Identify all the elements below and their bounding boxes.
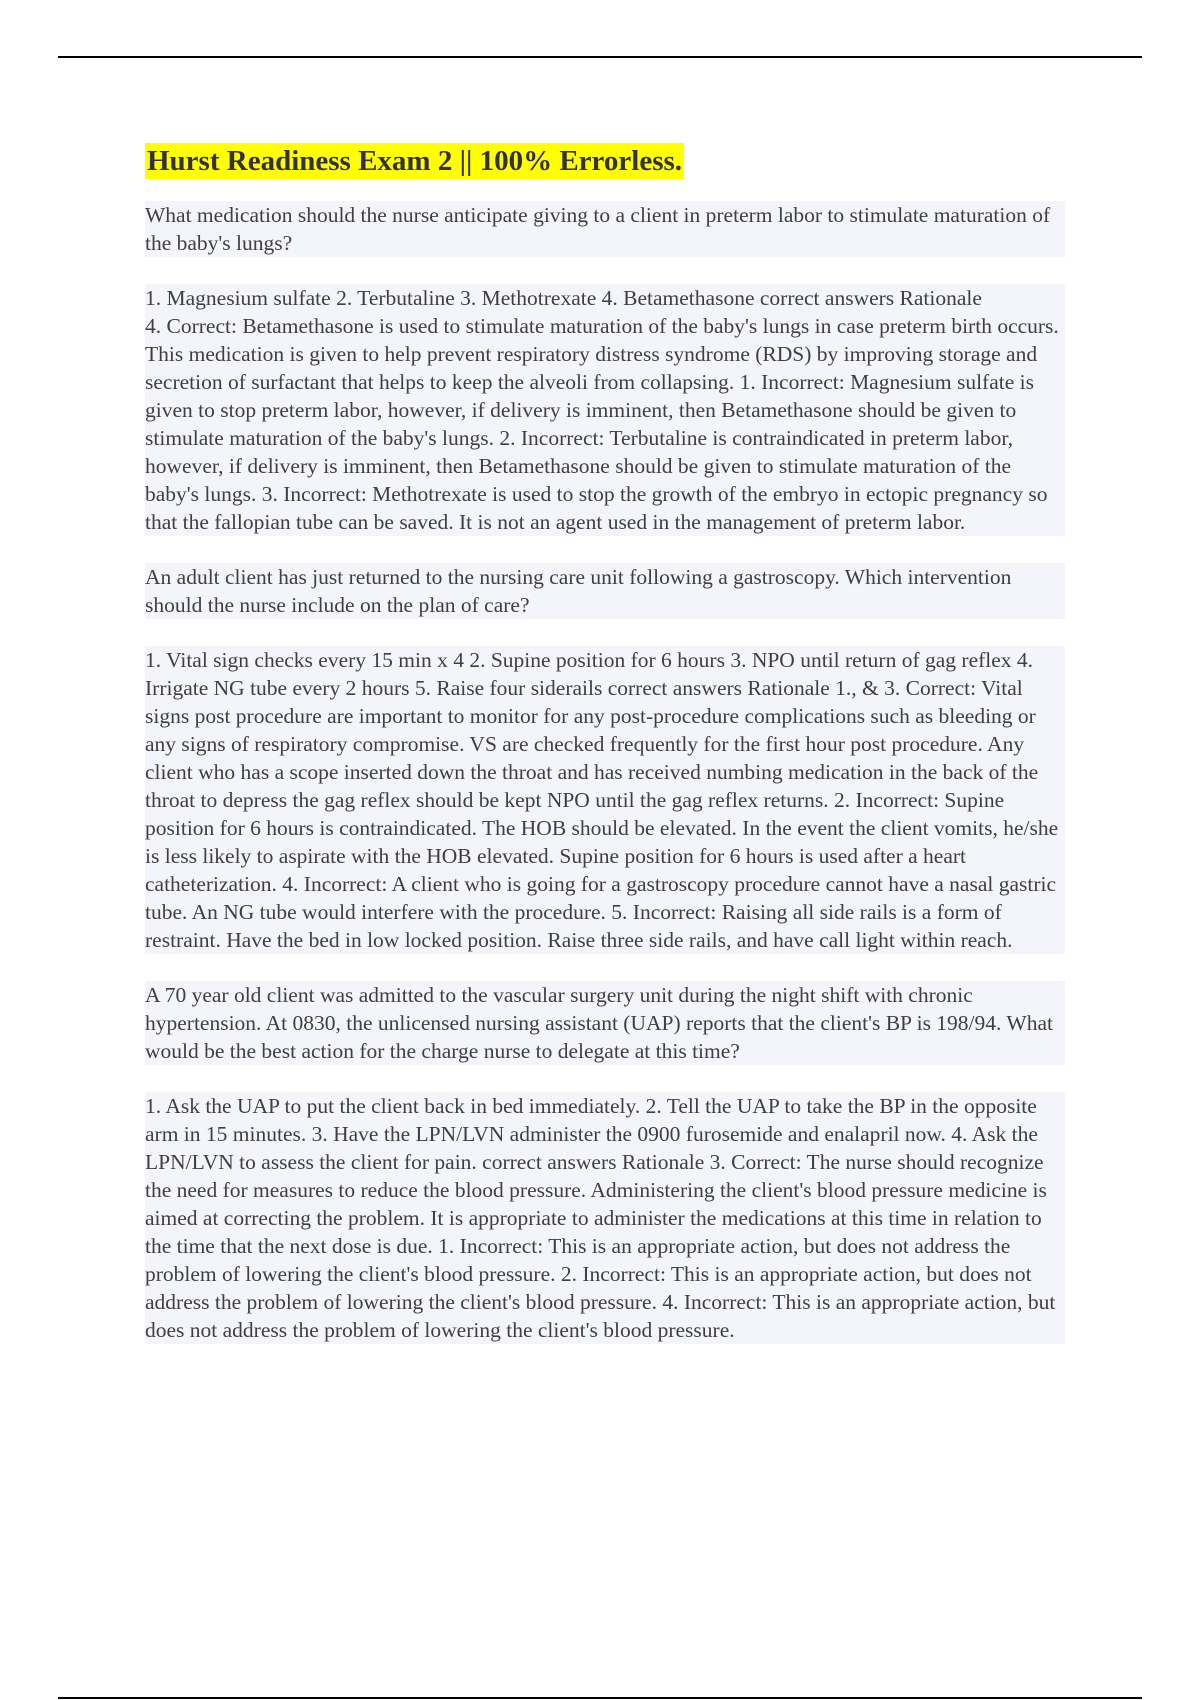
question-1-rationale: 4. Correct: Betamethasone is used to stimulate maturation of the baby's lungs in case preterm birth occurs. This medication is given to help prevent respiratory distress syndrome (RDS) by improving storage and secretion of surfactant that helps to keep the alveoli from collapsing. 1. Incorrect: Magnesium sulfate is given to stop preterm labor, however, if delivery is imminent, then Betamethasone should be given to stimulate maturation of the baby's lungs. 2. Incorrect: Terbutaline is contraindicated in preterm labor, however, if delivery is imminent, then Betamethasone should be given to stimulate maturation of the baby's lungs. 3. Incorrect: Methotrexate is used to stop the growth of the embryo in ectopic pregnancy so that the fallopian tube can be saved. It is not an agent used in the management of preterm labor.: [145, 312, 1065, 536]
question-2: An adult client has just returned to the nursing care unit following a gastroscopy. Which intervention should the nurse include on the plan of care?: [145, 563, 1065, 619]
bottom-rule: [58, 1697, 1142, 1699]
question-1-options: 1. Magnesium sulfate 2. Terbutaline 3. Methotrexate 4. Betamethasone correct answers Rationale: [145, 284, 1065, 312]
top-rule: [58, 56, 1142, 58]
document-body: [145, 143, 1065, 1344]
question-3-answer: 1. Ask the UAP to put the client back in bed immediately. 2. Tell the UAP to take the BP in the opposite arm in 15 minutes. 3. Have the LPN/LVN administer the 0900 furosemide and enalapril now. 4. Ask the LPN/LVN to assess the client for pain. correct answers Rationale 3. Correct: The nurse should recognize the need for measures to reduce the blood pressure. Administering the client's blood pressure medicine is aimed at correcting the problem. It is appropriate to administer the medications at this time in relation to the time that the next dose is due. 1. Incorrect: This is an appropriate action, but does not address the problem of lowering the client's blood pressure. 2. Incorrect: This is an appropriate action, but does not address the problem of lowering the client's blood pressure. 4. Incorrect: This is an appropriate action, but does not address the problem of lowering the client's blood pressure.: [145, 1092, 1065, 1344]
document-title: Hurst Readiness Exam 2 || 100% Errorless.: [147, 145, 683, 177]
question-1: What medication should the nurse anticipate giving to a client in preterm labor to stimulate maturation of the baby's lungs?: [145, 201, 1065, 257]
question-3: A 70 year old client was admitted to the vascular surgery unit during the night shift with chronic hypertension. At 0830, the unlicensed nursing assistant (UAP) reports that the client's BP is 198/94. What would be the best action for the charge nurse to delegate at this time?: [145, 981, 1065, 1065]
question-2-answer: 1. Vital sign checks every 15 min x 4 2. Supine position for 6 hours 3. NPO until return of gag reflex 4. Irrigate NG tube every 2 hours 5. Raise four siderails correct answers Rationale 1., & 3. Correct: Vital signs post procedure are important to monitor for any post-procedure complications such as bleeding or any signs of respiratory compromise. VS are checked frequently for the first hour post procedure. Any client who has a scope inserted down the throat and has received numbing medication in the back of the throat to depress the gag reflex should be kept NPO until the gag reflex returns. 2. Incorrect: Supine position for 6 hours is contraindicated. The HOB should be elevated. In the event the client vomits, he/she is less likely to aspirate with the HOB elevated. Supine position for 6 hours is used after a heart catheterization. 4. Incorrect: A client who is going for a gastroscopy procedure cannot have a nasal gastric tube. An NG tube would interfere with the procedure. 5. Incorrect: Raising all side rails is a form of restraint. Have the bed in low locked position. Raise three side rails, and have call light within reach.: [145, 646, 1065, 954]
